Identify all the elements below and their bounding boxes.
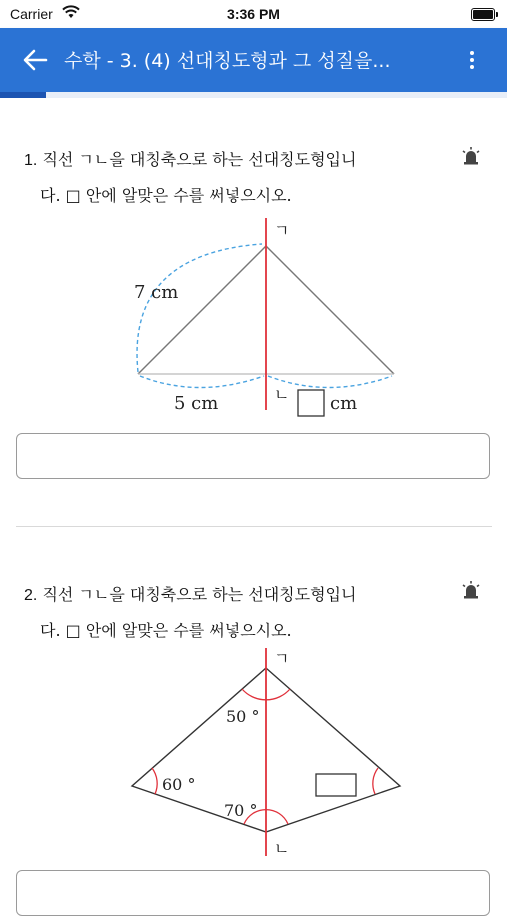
status-bar: [0, 0, 507, 28]
page-title: 수학 - 3. (4) 선대칭도형과 그 성질을...: [64, 50, 391, 72]
question-1-figure: [128, 214, 408, 419]
blank-box: [316, 774, 356, 796]
figure-2-bottom-label: ㄴ: [274, 839, 290, 858]
question-2-figure: [124, 644, 414, 864]
siren-icon[interactable]: [461, 146, 481, 166]
question-1-line2: 다. □ 안에 알맞은 수를 써넣으시오.: [40, 186, 292, 205]
siren-icon[interactable]: [461, 580, 481, 600]
more-options-icon[interactable]: [467, 48, 477, 74]
progress-bar: [0, 92, 507, 98]
answer-input-1[interactable]: [16, 433, 490, 479]
question-1-number: 1.: [24, 152, 38, 169]
battery-icon: [471, 8, 495, 21]
figure-2-angle-left: 60 °: [162, 775, 196, 794]
answer-input-2[interactable]: [16, 870, 490, 916]
figure-2-angle-bottom: 70 °: [224, 801, 258, 820]
figure-1-base-label: 5 cm: [174, 393, 219, 414]
carrier-label: Carrier: [10, 6, 53, 22]
figure-1-bottom-label: ㄴ: [274, 385, 290, 404]
divider: [16, 526, 492, 527]
figure-1-top-label: ㄱ: [274, 221, 290, 240]
clock: 3:36 PM: [227, 6, 280, 22]
figure-1-unit-label: cm: [330, 393, 358, 414]
question-2-line2: 다. □ 안에 알맞은 수를 써넣으시오.: [40, 621, 292, 640]
figure-2-angle-top: 50 °: [226, 707, 260, 726]
progress-fill: [0, 92, 46, 98]
question-2-text: [24, 577, 444, 648]
app-bar: [0, 28, 507, 92]
figure-2-top-label: ㄱ: [274, 649, 290, 668]
question-2-line1: 직선 ㄱㄴ을 대칭축으로 하는 선대칭도형입니: [42, 585, 357, 604]
question-1-text: [24, 142, 444, 213]
blank-box: [298, 390, 324, 416]
question-2-number: 2.: [24, 587, 38, 604]
question-1-line1: 직선 ㄱㄴ을 대칭축으로 하는 선대칭도형입니: [42, 150, 357, 169]
back-arrow-icon[interactable]: [22, 48, 48, 72]
figure-1-side-label: 7 cm: [134, 282, 179, 303]
